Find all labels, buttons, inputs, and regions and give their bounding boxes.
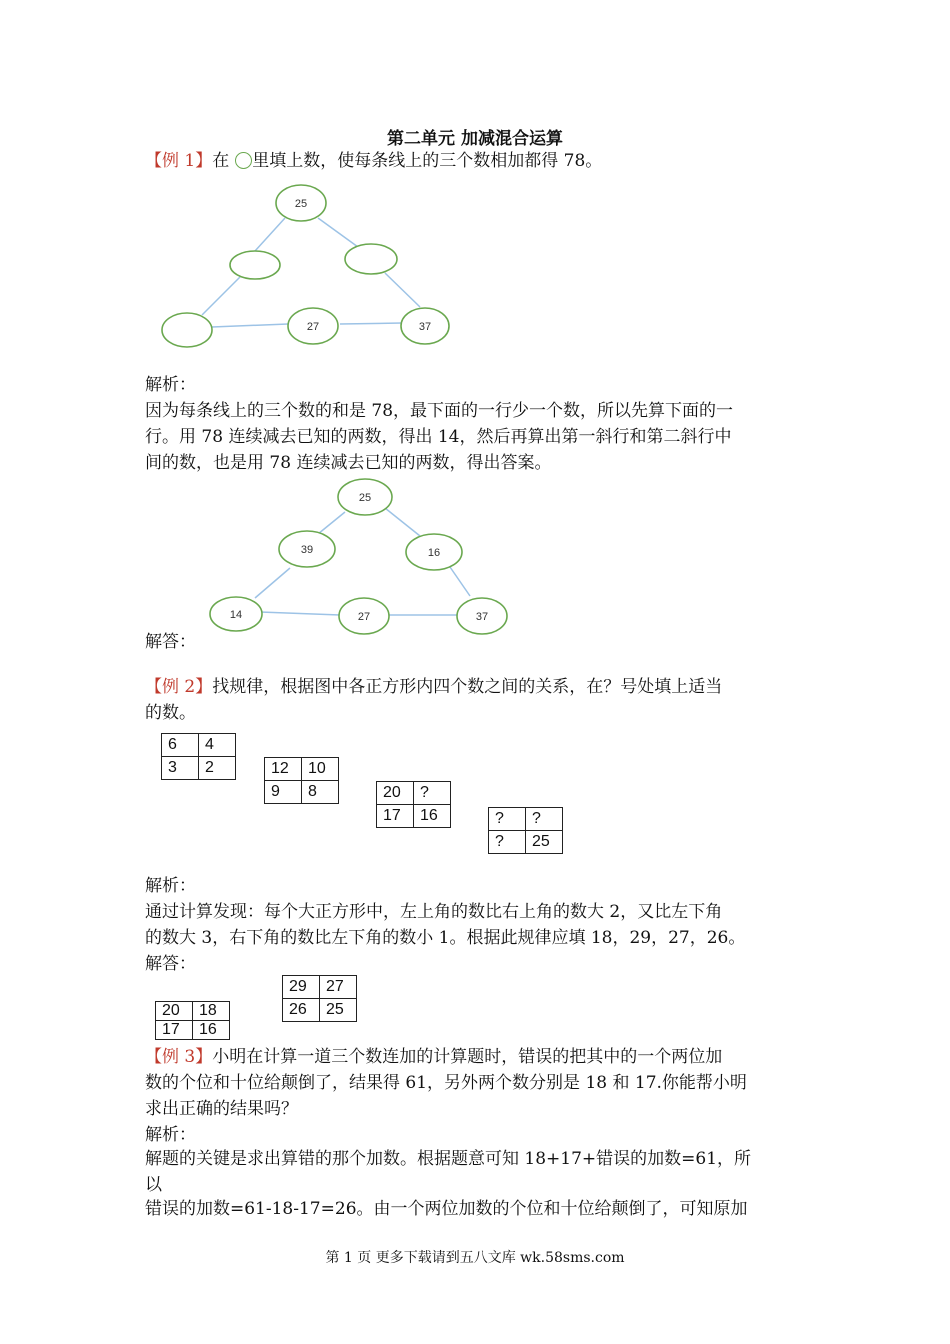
ex3-analysis-line: 解题的关键是求出算错的那个加数。根据题意可知 18+17+错误的加数=61，所 bbox=[145, 1149, 752, 1169]
page-title: 第二单元 加减混合运算 bbox=[387, 129, 563, 149]
number-grid: 6 4 3 2 bbox=[161, 733, 236, 780]
ex2-analysis-line: 的数大 3，右下角的数比左下角的数小 1。根据此规律应填 18，29，27，26。 bbox=[145, 928, 746, 948]
ex2-prompt: 【例 2】找规律，根据图中各正方形内四个数之间的关系，在？号处填上适当 bbox=[145, 677, 723, 697]
ex1-triangle-diagram bbox=[150, 175, 470, 350]
ex3-analysis-line: 错误的加数=61-18-17=26。由一个两位加数的个位和十位给颠倒了，可知原加 bbox=[145, 1199, 748, 1219]
answer-grid: 20 18 17 16 bbox=[155, 1001, 230, 1040]
number-grid: ? ? ? 25 bbox=[488, 807, 563, 854]
ex1-prompt: 【例 1】在 里填上数，使每条线上的三个数相加都得 78。 bbox=[145, 151, 603, 171]
number-grid: 20 ? 17 16 bbox=[376, 781, 451, 828]
node-label: 25 bbox=[294, 198, 308, 210]
node-label: 37 bbox=[418, 321, 432, 333]
ex2-answer-label: 解答： bbox=[145, 954, 196, 974]
ex1-analysis-line: 行。用 78 连续减去已知的两数，得出 14，然后再算出第一斜行和第二斜行中 bbox=[145, 427, 732, 447]
ex2-tag: 【例 2】 bbox=[145, 677, 213, 697]
ex1-tag: 【例 1】 bbox=[145, 151, 213, 171]
ex2-analysis-label: 解析： bbox=[145, 876, 196, 896]
node-label: 27 bbox=[306, 321, 320, 333]
ex2-analysis-line: 通过计算发现：每个大正方形中，左上角的数比右上角的数大 2，又比左下角 bbox=[145, 902, 723, 922]
ex3-analysis-line: 以 bbox=[145, 1175, 162, 1195]
node-label: 39 bbox=[300, 544, 314, 556]
number-grid: 12 10 9 8 bbox=[264, 757, 339, 804]
ex1-answer-diagram bbox=[200, 472, 520, 642]
ex3-tag: 【例 3】 bbox=[145, 1047, 213, 1067]
ex1-answer-label: 解答： bbox=[145, 632, 196, 652]
ex3-prompt: 【例 3】小明在计算一道三个数连加的计算题时，错误的把其中的一个两位加 bbox=[145, 1047, 723, 1067]
ex1-analysis-line: 间的数，也是用 78 连续减去已知的两数，得出答案。 bbox=[145, 453, 552, 473]
node-label: 27 bbox=[357, 611, 371, 623]
ex1-analysis-label: 解析： bbox=[145, 375, 196, 395]
node-label: 37 bbox=[475, 611, 489, 623]
ex2-prompt-line2: 的数。 bbox=[145, 703, 196, 723]
circle-icon bbox=[235, 152, 252, 169]
ex3-prompt-line: 数的个位和十位给颠倒了，结果得 61，另外两个数分别是 18 和 17.你能帮小明 bbox=[145, 1073, 747, 1093]
node-label: 25 bbox=[358, 492, 372, 504]
ex3-analysis-label: 解析： bbox=[145, 1125, 196, 1145]
node-label: 14 bbox=[229, 609, 243, 621]
ex3-prompt-line: 求出正确的结果吗？ bbox=[145, 1099, 298, 1119]
answer-grid: 29 27 26 25 bbox=[282, 975, 357, 1022]
node-label: 16 bbox=[427, 547, 441, 559]
page-footer: 第 1 页 更多下载请到五八文库 wk.58sms.com bbox=[325, 1250, 625, 1266]
ex1-analysis-line: 因为每条线上的三个数的和是 78，最下面的一行少一个数，所以先算下面的一 bbox=[145, 401, 734, 421]
